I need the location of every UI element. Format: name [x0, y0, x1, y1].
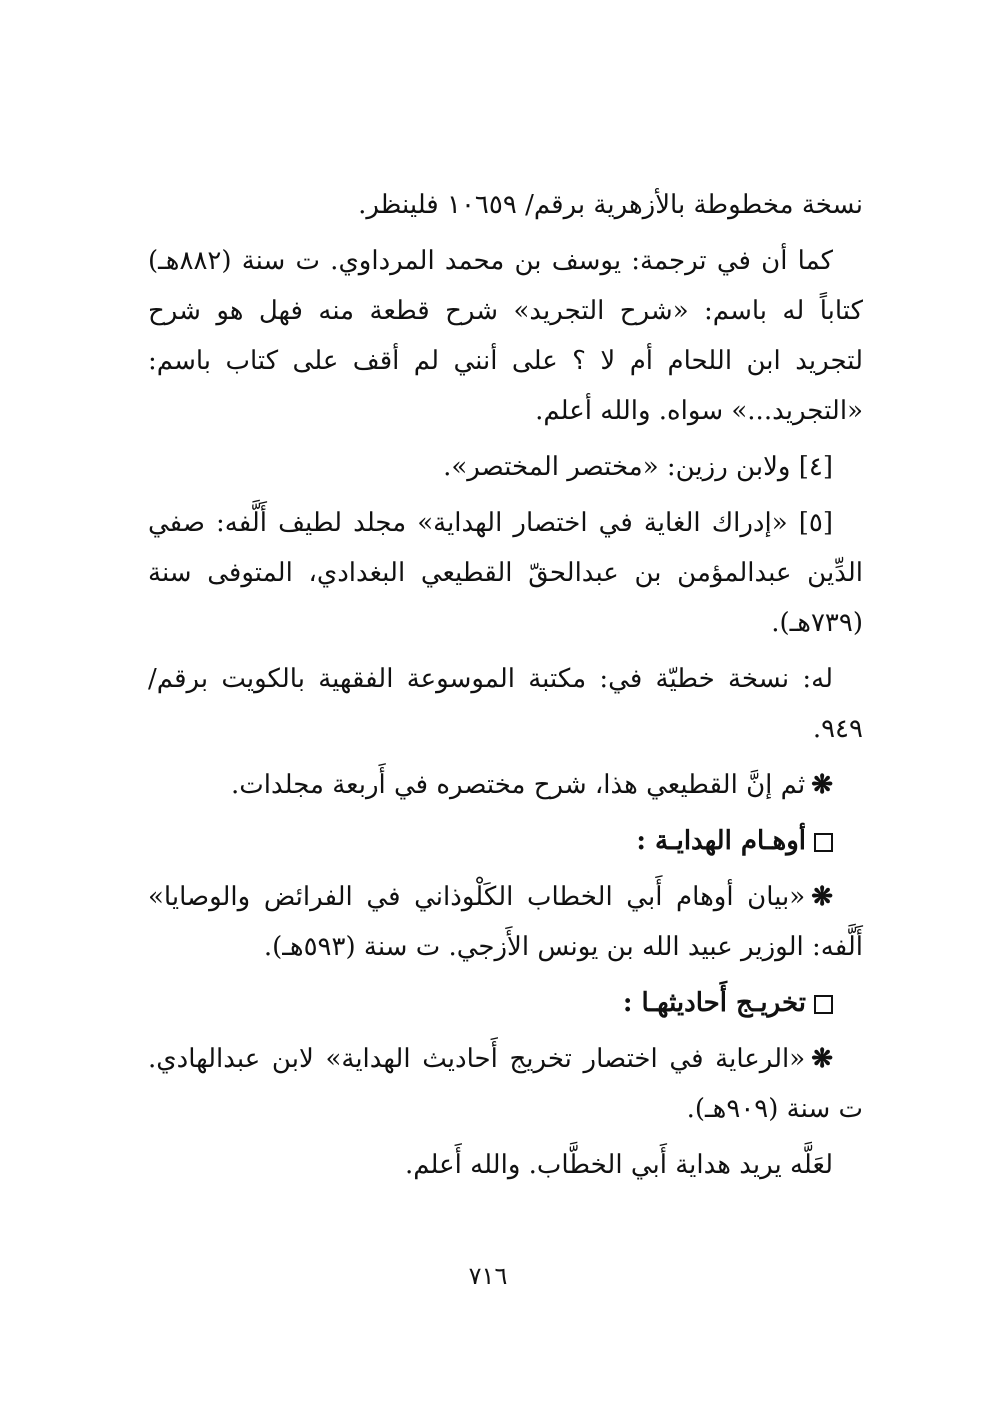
page-number: ٧١٦	[468, 1262, 508, 1290]
paragraph-idrak-al-ghaya: [٥] «إدراك الغاية في اختصار الهداية» مجلد لطيف أَلَّفه: صفي الدِّين عبدالمؤمن بن عبدالحقّ القطيعي البغدادي، المتوفى سنة (٧٣٩هـ).	[148, 508, 863, 638]
paragraph-ibn-razin: [٤] ولابن رزين: «مختصر المختصر».	[443, 452, 833, 482]
star-note-text: «بيان أوهام أَبي الخطاب الكَلْوذاني في الفرائض والوصايا» أَلَّفه: الوزير عبيد الله بن يونس الأَزجي. ت سنة (٥٩٣هـ).	[148, 882, 863, 962]
star-note-text: «الرعاية في اختصار تخريج أَحاديث الهداية» لابن عبدالهادي. ت سنة (٩٠٩هـ).	[148, 1044, 863, 1124]
section-heading-takhrij	[148, 978, 863, 1028]
heading-text: تخريـج أَحاديثهـا :	[622, 988, 806, 1018]
paragraph-mardawi: كما أن في ترجمة: يوسف بن محمد المرداوي. ت سنة (٨٨٢هـ) كتاباً له باسم: «شرح التجريد» شرح قطعة منه فهل هو شرح لتجريد ابن اللحام أم لا ؟ على أنني لم أقف على كتاب باسم: «التجريد...» سواه. والله أعلم.	[148, 246, 863, 426]
square-icon	[814, 833, 833, 852]
square-icon	[814, 995, 833, 1014]
star-note-qatii	[148, 760, 863, 810]
star-icon: ❋	[811, 770, 833, 800]
section-heading-awham	[148, 816, 863, 866]
closing-remark: لعَلَّه يريد هداية أَبي الخطَّاب. والله أَعلم.	[404, 1150, 833, 1180]
paragraph-manuscript-note: نسخة مخطوطة بالأزهرية برقم/ ١٠٦٥٩ فلينظر.	[358, 190, 863, 220]
heading-text: أوهـام الهدايـة :	[636, 826, 806, 856]
star-note-bayan-awham	[148, 872, 863, 972]
body-text	[148, 180, 863, 1196]
star-note-riaya	[148, 1034, 863, 1134]
star-icon: ❋	[811, 1044, 833, 1074]
paragraph-kuwait-copy: له: نسخة خطيّة في: مكتبة الموسوعة الفقهية بالكويت برقم/ ٩٤٩.	[148, 664, 863, 744]
star-note-text: ثم إنَّ القطيعي هذا، شرح مختصره في أَربعة مجلدات.	[231, 770, 806, 800]
star-icon: ❋	[811, 882, 833, 912]
